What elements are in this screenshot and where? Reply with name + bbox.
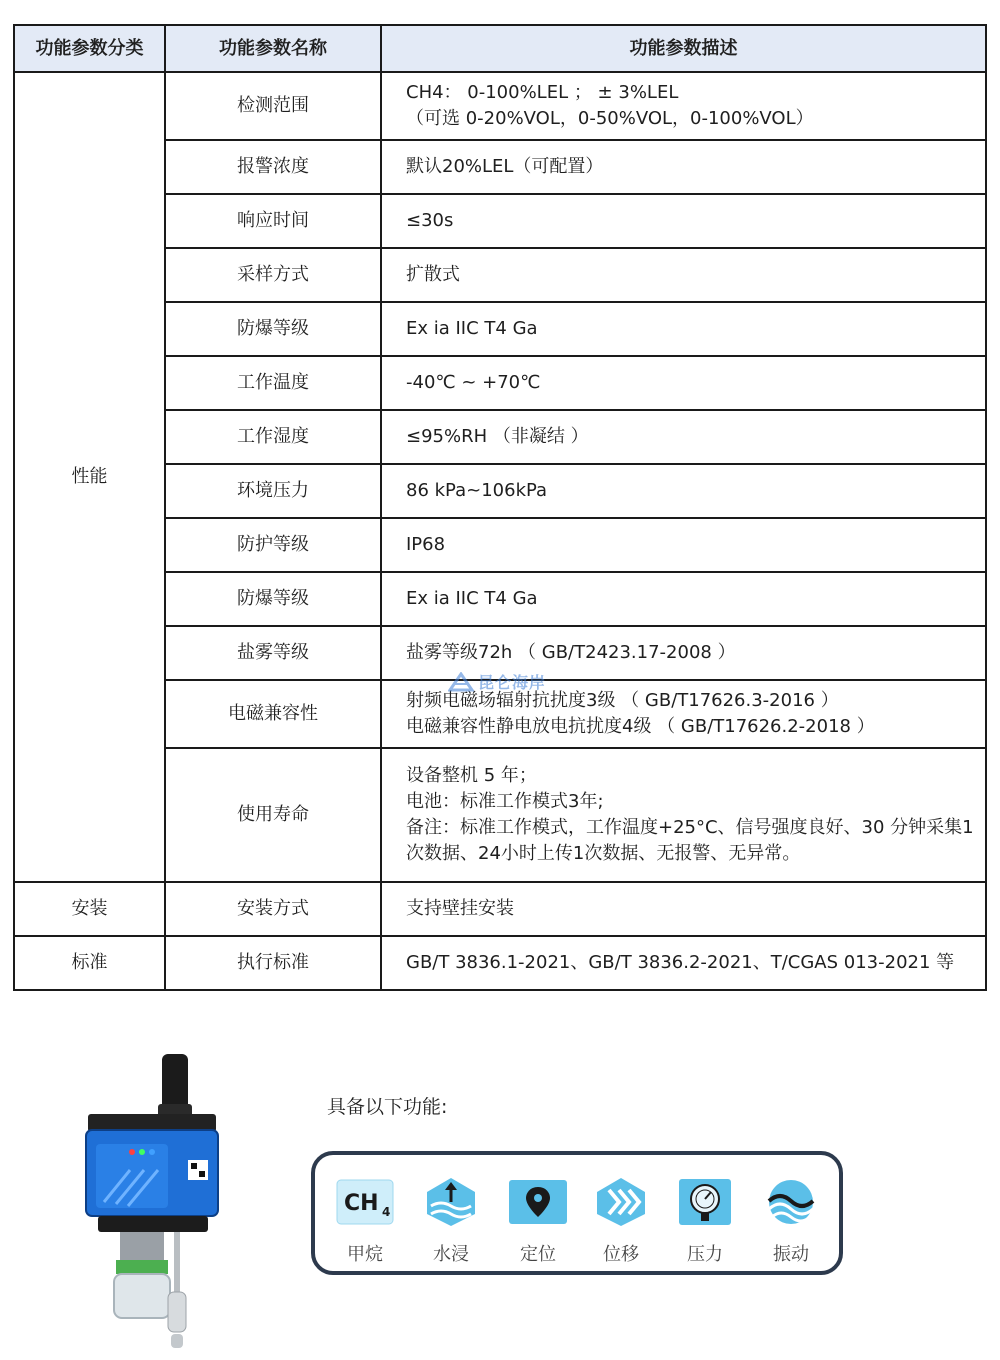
category-cell: 标准 (14, 936, 165, 990)
parameter-name-cell: 执行标准 (165, 936, 381, 990)
header-category: 功能参数分类 (14, 25, 165, 72)
parameter-description-cell (381, 356, 986, 410)
feature-label-vibration: 振动 (773, 1244, 809, 1265)
description-line: CH4： 0-100%LEL ； ± 3%LEL (406, 82, 679, 103)
feature-water-immersion (411, 1174, 491, 1266)
header-description: 功能参数描述 (381, 25, 986, 72)
parameter-description-cell (381, 572, 986, 626)
feature-location (498, 1174, 578, 1266)
feature-methane (325, 1174, 405, 1266)
parameter-name-cell: 响应时间 (165, 194, 381, 248)
feature-label-methane: 甲烷 (347, 1244, 383, 1265)
parameter-name-cell: 防爆等级 (165, 572, 381, 626)
methane-icon-subscript: 4 (382, 1205, 391, 1219)
parameter-name-cell: 工作湿度 (165, 410, 381, 464)
description-line: GB/T 3836.1-2021、GB/T 3836.2-2021、T/CGAS 013-2021 等 (406, 952, 955, 973)
spec-table (13, 24, 987, 991)
header-name: 功能参数名称 (165, 25, 381, 72)
parameter-name-cell: 采样方式 (165, 248, 381, 302)
parameter-name-cell: 报警浓度 (165, 140, 381, 194)
watermark-text: 昆仑海岸 (478, 673, 547, 692)
parameter-name-cell: 安装方式 (165, 882, 381, 936)
description-line: 默认20%LEL（可配置） (406, 156, 604, 177)
description-line: Ex ia IIC T4 Ga (406, 588, 538, 609)
parameter-name-cell: 使用寿命 (165, 748, 381, 882)
water-immersion-icon (423, 1176, 479, 1228)
watermark (448, 670, 546, 693)
description-line: （可选 0-20%VOL，0-50%VOL，0-100%VOL） (406, 108, 814, 129)
description-line: 86 kPa~106kPa (406, 480, 548, 501)
description-line: ≤95%RH （非凝结 ） (406, 426, 589, 447)
description-line: 扩散式 (406, 264, 460, 285)
category-cell: 安装 (14, 882, 165, 936)
description-line: 支持壁挂安装 (406, 898, 514, 919)
parameter-description-cell (381, 140, 986, 194)
parameter-name-cell: 工作温度 (165, 356, 381, 410)
description-line: 盐雾等级72h （ GB/T2423.17-2008 ） (406, 642, 736, 663)
features-title: 具备以下功能: (327, 1096, 448, 1118)
feature-vibration (751, 1174, 831, 1266)
parameter-name-cell: 电磁兼容性 (165, 680, 381, 748)
description-line: ≤30s (406, 210, 454, 231)
description-line: 电池：标准工作模式3年; (406, 791, 604, 812)
vibration-icon (766, 1177, 816, 1227)
parameter-description-cell (381, 748, 986, 882)
parameter-description-cell (381, 72, 986, 140)
description-line: 射频电磁场辐射抗扰度3级 （ GB/T17626.3-2016 ） (406, 690, 839, 711)
location-icon (508, 1179, 568, 1225)
feature-label-location: 定位 (520, 1244, 556, 1265)
parameter-name-cell: 盐雾等级 (165, 626, 381, 680)
description-line: IP68 (406, 534, 446, 555)
parameter-name-cell: 防护等级 (165, 518, 381, 572)
parameter-name-cell: 检测范围 (165, 72, 381, 140)
feature-label-water-immersion: 水浸 (433, 1244, 469, 1265)
category-cell: 性能 (14, 72, 165, 882)
parameter-description-cell (381, 936, 986, 990)
parameter-description-cell (381, 882, 986, 936)
description-line: 设备整机 5 年； (406, 765, 537, 786)
parameter-description-cell (381, 248, 986, 302)
parameter-description-cell (381, 410, 986, 464)
parameter-name-cell: 防爆等级 (165, 302, 381, 356)
table-row (14, 936, 986, 990)
table-row (14, 72, 986, 140)
displacement-icon (593, 1176, 649, 1228)
parameter-description-cell (381, 518, 986, 572)
feature-displacement (581, 1174, 661, 1266)
description-line: Ex ia IIC T4 Ga (406, 318, 538, 339)
watermark-logo-icon (448, 672, 474, 692)
parameter-description-cell (381, 302, 986, 356)
methane-icon (336, 1179, 394, 1225)
parameter-description-cell (381, 464, 986, 518)
description-line: -40℃ ~ +70℃ (406, 372, 541, 393)
table-header-row (14, 25, 986, 72)
description-line: 电磁兼容性静电放电抗扰度4级 （ GB/T17626.2-2018 ） (406, 716, 875, 737)
feature-pressure (665, 1174, 745, 1266)
methane-icon-text: CH (344, 1191, 379, 1216)
feature-label-pressure: 压力 (687, 1244, 723, 1265)
table-row (14, 882, 986, 936)
description-line: 备注：标准工作模式，工作温度+25°C、信号强度良好、30 分钟采集1次数据、24小时上传1次数据、无报警、无异常。 (406, 817, 974, 864)
parameter-name-cell: 环境压力 (165, 464, 381, 518)
feature-label-displacement: 位移 (603, 1244, 639, 1265)
gas-detector-device-image (70, 1052, 230, 1352)
pressure-gauge-icon (678, 1178, 732, 1226)
parameter-description-cell (381, 194, 986, 248)
